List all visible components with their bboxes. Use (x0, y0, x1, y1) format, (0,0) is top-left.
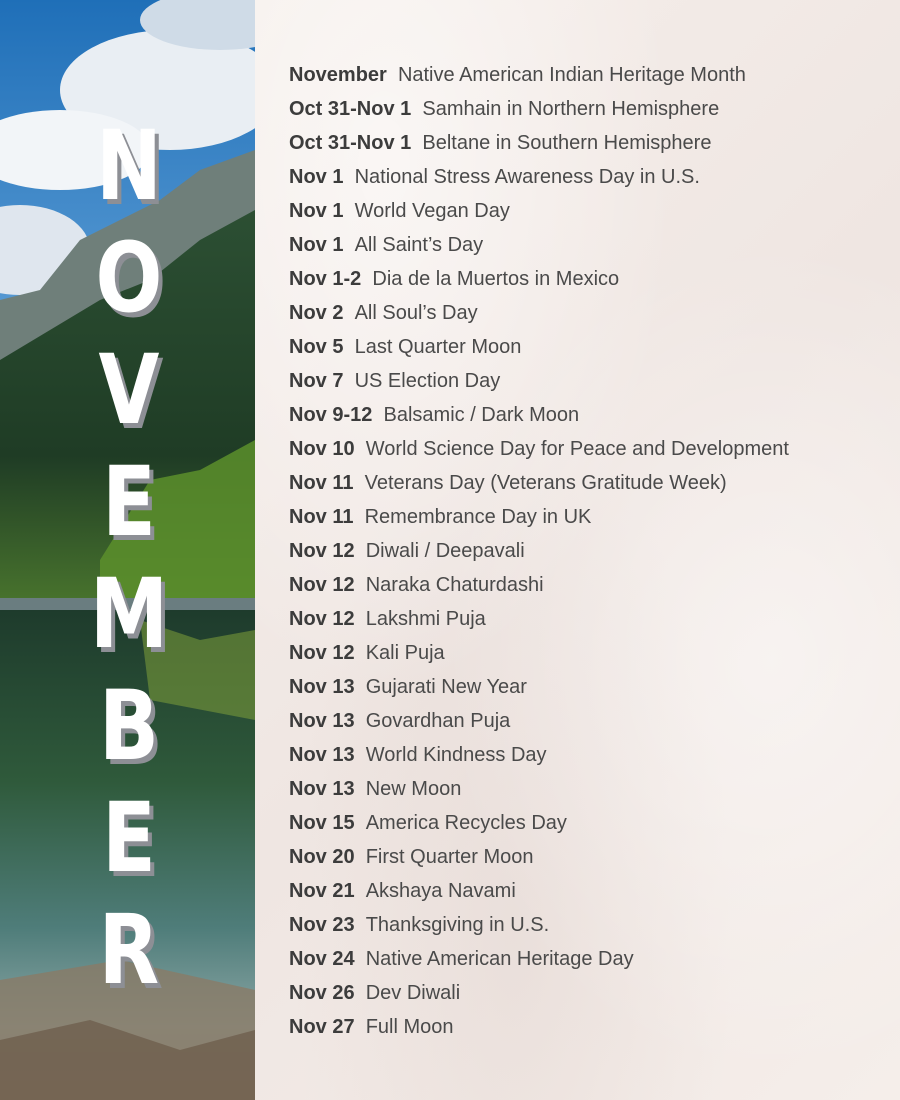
list-item (289, 92, 889, 126)
event-name: Samhain in Northern Hemisphere (422, 98, 720, 120)
event-date: Oct 31-Nov 1 (289, 132, 412, 154)
title-letter: E (102, 782, 156, 894)
list-item (289, 1010, 889, 1044)
event-date: Nov 5 (289, 336, 344, 358)
event-name: Dia de la Muertos in Mexico (372, 268, 620, 290)
event-date: Nov 11 (289, 506, 354, 528)
event-date: Nov 12 (289, 608, 355, 630)
list-item (289, 942, 889, 976)
event-date: Nov 20 (289, 846, 355, 868)
list-item (289, 738, 889, 772)
list-item (289, 568, 889, 602)
event-date: Nov 1 (289, 200, 344, 222)
list-item (289, 194, 889, 228)
list-item (289, 976, 889, 1010)
event-date: Nov 1 (289, 166, 344, 188)
event-name: Balsamic / Dark Moon (383, 404, 580, 426)
event-date: Nov 23 (289, 914, 355, 936)
event-name: Kali Puja (365, 642, 445, 664)
title-letter: R (98, 894, 160, 1006)
event-name: Dev Diwali (365, 982, 461, 1004)
title-letter: M (89, 558, 169, 670)
title-letter: V (98, 334, 160, 446)
list-item (289, 500, 889, 534)
list-item (289, 160, 889, 194)
event-date: Nov 9-12 (289, 404, 373, 426)
event-date: Nov 7 (289, 370, 344, 392)
list-item (289, 704, 889, 738)
event-name: World Vegan Day (354, 200, 510, 222)
event-name: Thanksgiving in U.S. (365, 914, 550, 936)
event-date: November (289, 64, 387, 86)
event-date: Nov 13 (289, 710, 355, 732)
event-date: Nov 24 (289, 948, 355, 970)
event-date: Nov 21 (289, 880, 355, 902)
list-item (289, 330, 889, 364)
list-item (289, 840, 889, 874)
event-date: Nov 11 (289, 472, 354, 494)
event-name: Remembrance Day in UK (364, 506, 592, 528)
event-date: Oct 31-Nov 1 (289, 98, 412, 120)
event-name: All Saint’s Day (354, 234, 484, 256)
list-item (289, 874, 889, 908)
list-item (289, 534, 889, 568)
event-name: First Quarter Moon (365, 846, 534, 868)
title-letter: B (98, 670, 159, 782)
list-item (289, 364, 889, 398)
event-name: World Science Day for Peace and Development (365, 438, 789, 460)
event-date: Nov 12 (289, 574, 355, 596)
event-date: Nov 15 (289, 812, 355, 834)
event-name: Native American Heritage Day (365, 948, 634, 970)
list-item (289, 296, 889, 330)
list-item (289, 398, 889, 432)
event-name: World Kindness Day (365, 744, 547, 766)
event-date: Nov 27 (289, 1016, 355, 1038)
event-name: Govardhan Puja (365, 710, 511, 732)
event-name: America Recycles Day (365, 812, 567, 834)
title-letter: E (102, 446, 156, 558)
title-letter: N (96, 110, 162, 222)
event-name: Gujarati New Year (365, 676, 527, 698)
event-name: Last Quarter Moon (354, 336, 522, 358)
event-name: All Soul’s Day (354, 302, 478, 324)
event-date: Nov 2 (289, 302, 344, 324)
event-date: Nov 12 (289, 642, 355, 664)
event-date: Nov 13 (289, 676, 355, 698)
list-item (289, 602, 889, 636)
event-date: Nov 13 (289, 778, 355, 800)
event-name: Lakshmi Puja (365, 608, 486, 630)
event-name: New Moon (365, 778, 462, 800)
event-name: National Stress Awareness Day in U.S. (354, 166, 700, 188)
event-name: Naraka Chaturdashi (365, 574, 544, 596)
event-date: Nov 26 (289, 982, 355, 1004)
event-name: Diwali / Deepavali (365, 540, 525, 562)
event-name: Beltane in Southern Hemisphere (422, 132, 712, 154)
event-name: US Election Day (354, 370, 501, 392)
list-item (289, 432, 889, 466)
list-item (289, 228, 889, 262)
list-item (289, 772, 889, 806)
event-date: Nov 1-2 (289, 268, 362, 290)
event-name: Veterans Day (Veterans Gratitude Week) (364, 472, 727, 494)
list-item (289, 670, 889, 704)
event-date: Nov 10 (289, 438, 355, 460)
title-letter: O (95, 222, 163, 334)
list-item (289, 806, 889, 840)
event-name: Native American Indian Heritage Month (397, 64, 746, 86)
list-item (289, 126, 889, 160)
list-item (289, 58, 889, 92)
list-item (289, 262, 889, 296)
event-date: Nov 13 (289, 744, 355, 766)
list-item (289, 466, 889, 500)
event-date: Nov 12 (289, 540, 355, 562)
list-item (289, 636, 889, 670)
event-name: Full Moon (365, 1016, 454, 1038)
event-date: Nov 1 (289, 234, 344, 256)
event-name: Akshaya Navami (365, 880, 516, 902)
list-item (289, 908, 889, 942)
event-list (289, 58, 889, 1044)
vertical-month-title (0, 110, 255, 1018)
